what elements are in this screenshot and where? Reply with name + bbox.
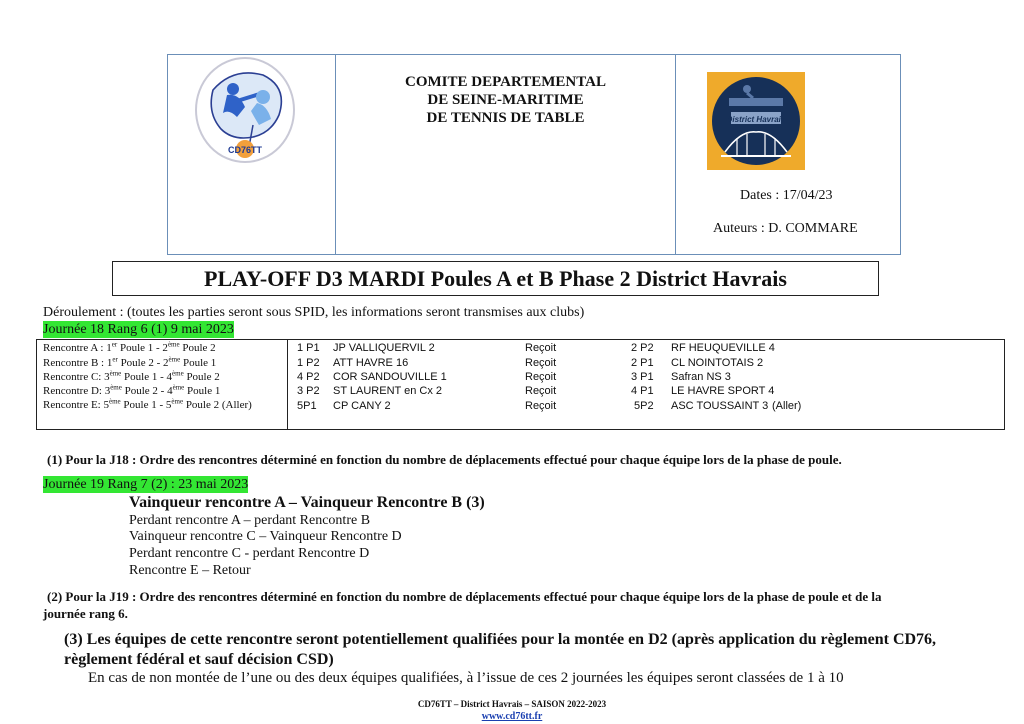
match-status: Reçoit bbox=[525, 342, 557, 354]
page-title: PLAY-OFF D3 MARDI Poules A et B Phase 2 District Havrais bbox=[204, 266, 787, 291]
note-qualification-line2: règlement fédéral et sauf décision CSD) bbox=[64, 651, 334, 668]
match-away-rank: 2 P2 bbox=[631, 342, 654, 354]
logo-right-text: District Havrais bbox=[726, 115, 786, 124]
cd76tt-logo bbox=[193, 55, 297, 165]
journee19-heading: Journée 19 Rang 7 (2) : 23 mai 2023 bbox=[43, 477, 249, 492]
match-away-team: RF HEUQUEVILLE 4 bbox=[671, 342, 775, 354]
table-divider bbox=[287, 339, 288, 429]
match-home-rank: 4 P2 bbox=[297, 371, 320, 383]
org-line-2: DE SEINE-MARITIME bbox=[427, 92, 584, 108]
match-home-rank: 3 P2 bbox=[297, 385, 320, 397]
org-line-3: DE TENNIS DE TABLE bbox=[426, 110, 585, 126]
match-home-team: CP CANY 2 bbox=[333, 400, 391, 412]
j19-line: Vainqueur rencontre C – Vainqueur Rencontre D bbox=[129, 529, 402, 544]
footer-label: CD76TT – District Havrais – SAISON 2022-2023 bbox=[417, 699, 607, 709]
j19-line: Perdant rencontre A – perdant Rencontre B bbox=[129, 513, 371, 528]
rencontre-a: Rencontre A : 1er Poule 1 - 2ème Poule 2 bbox=[43, 340, 216, 354]
journee18-heading: Journée 18 Rang 6 (1) 9 mai 2023 bbox=[43, 322, 234, 337]
note-j19-line1: (2) Pour la J19 : Ordre des rencontres déterminé en fonction du nombre de déplacements effectué pour chaque équipe lors de la phase de poule et de la bbox=[47, 589, 882, 604]
rencontre-e: Rencontre E: 5ème Poule 1 - 5ème Poule 2 (Aller) bbox=[43, 397, 252, 411]
j19-main-match: Vainqueur rencontre A – Vainqueur Rencontre B (3) bbox=[129, 494, 485, 511]
match-home-rank: 1 P2 bbox=[297, 357, 320, 369]
j19-line: Rencontre E – Retour bbox=[129, 563, 251, 578]
deroulement-text: Déroulement : (toutes les parties seront sous SPID, les informations seront transmises aux clubs) bbox=[43, 305, 585, 320]
match-away-team: Safran NS 3 bbox=[671, 371, 731, 383]
header-divider bbox=[675, 54, 676, 254]
match-status: Reçoit bbox=[525, 357, 557, 369]
match-home-team: ST LAURENT en Cx 2 bbox=[333, 385, 443, 397]
match-home-team: JP VALLIQUERVIL 2 bbox=[333, 342, 435, 354]
note-qualification-line1: (3) Les équipes de cette rencontre seront potentiellement qualifiées pour la montée en D2 (après application du règlement CD76, bbox=[64, 631, 937, 648]
match-home-rank: 1 P1 bbox=[297, 342, 320, 354]
rencontre-c: Rencontre C: 3ème Poule 1 - 4ème Poule 2 bbox=[43, 369, 220, 383]
match-away-rank: 5P2 bbox=[634, 400, 654, 412]
match-away-rank: 3 P1 bbox=[631, 371, 654, 383]
match-home-team: ATT HAVRE 16 bbox=[333, 357, 409, 369]
note-qualification-line3: En cas de non montée de l’une ou des deux équipes qualifiées, à l’issue de ces 2 journées les équipes seront classées de 1 à 10 bbox=[88, 670, 844, 686]
organization-title bbox=[336, 73, 675, 127]
match-away-team: ASC TOUSSAINT 3 bbox=[671, 400, 769, 412]
note-j18: (1) Pour la J18 : Ordre des rencontres déterminé en fonction du nombre de déplacements effectué pour chaque équipe lors de la phase de poule. bbox=[47, 452, 842, 467]
note-j19-line2: journée rang 6. bbox=[43, 606, 128, 621]
match-note: (Aller) bbox=[772, 400, 802, 412]
match-home-rank: 5P1 bbox=[297, 400, 317, 412]
match-home-team: COR SANDOUVILLE 1 bbox=[333, 371, 447, 383]
logo-left-text: CD76TT bbox=[227, 145, 263, 155]
rencontre-b: Rencontre B : 1er Poule 2 - 2ème Poule 1 bbox=[43, 355, 217, 369]
match-status: Reçoit bbox=[525, 371, 557, 383]
rencontre-d: Rencontre D: 3ème Poule 2 - 4ème Poule 1 bbox=[43, 383, 221, 397]
document-date: Dates : 17/04/23 bbox=[740, 188, 833, 203]
match-away-rank: 4 P1 bbox=[631, 385, 654, 397]
match-away-rank: 2 P1 bbox=[631, 357, 654, 369]
district-havrais-logo bbox=[707, 72, 805, 170]
match-away-team: LE HAVRE SPORT 4 bbox=[671, 385, 775, 397]
footer-link[interactable]: www.cd76tt.fr bbox=[481, 711, 543, 722]
match-away-team: CL NOINTOTAIS 2 bbox=[671, 357, 764, 369]
org-line-1: COMITE DEPARTEMENTAL bbox=[404, 74, 606, 90]
document-author: Auteurs : D. COMMARE bbox=[713, 221, 858, 236]
match-status: Reçoit bbox=[525, 385, 557, 397]
match-status: Reçoit bbox=[525, 400, 557, 412]
j19-line: Perdant rencontre C - perdant Rencontre D bbox=[129, 546, 370, 561]
